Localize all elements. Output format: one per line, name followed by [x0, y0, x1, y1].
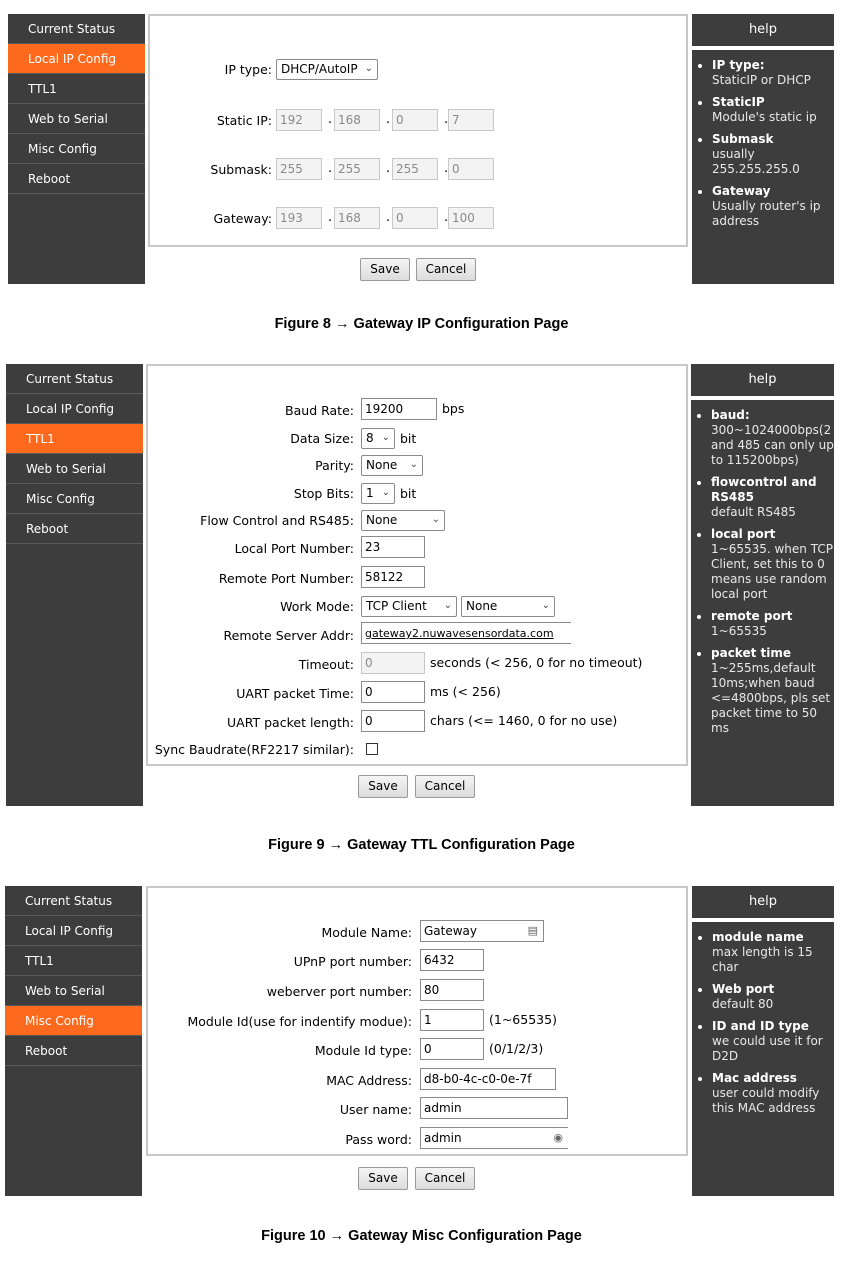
help-item — [712, 982, 834, 1012]
dot-separator: . — [328, 161, 333, 176]
static-ip-octet-2[interactable]: 168 — [334, 109, 380, 131]
work-mode-select[interactable] — [361, 596, 457, 617]
work-mode-secondary-select[interactable] — [461, 596, 555, 617]
nav-ttl1[interactable]: TTL1 — [8, 74, 145, 104]
timeout-label: Timeout: — [298, 657, 354, 672]
flow-control-select[interactable] — [361, 510, 445, 531]
static-ip-octet-3[interactable]: 0 — [392, 109, 438, 131]
gateway-octet-1[interactable]: 193 — [276, 207, 322, 229]
nav-reboot[interactable]: Reboot — [8, 164, 145, 194]
fig10-form-panel — [146, 886, 688, 1156]
gateway-octet-4[interactable]: 100 — [448, 207, 494, 229]
module-id-type-range: (0/1/2/3) — [489, 1041, 544, 1056]
mac-address-label: MAC Address: — [326, 1073, 412, 1088]
fig10-caption: Figure 10 → Gateway Misc Configuration Page — [261, 1228, 582, 1244]
work-mode-label: Work Mode: — [280, 599, 354, 614]
nav-ttl1[interactable]: TTL1 — [6, 424, 143, 454]
remote-server-label: Remote Server Addr: — [223, 628, 354, 643]
help-item — [712, 1071, 834, 1116]
static-ip-octet-1[interactable]: 192 — [276, 109, 322, 131]
help-item — [711, 609, 834, 639]
work-mode-value: TCP Client — [366, 599, 427, 613]
nav-local-ip-config[interactable]: Local IP Config — [5, 916, 142, 946]
module-id-input[interactable]: 1 — [420, 1009, 484, 1031]
password-value: admin — [424, 1131, 462, 1145]
help-item-title: • local port — [711, 527, 776, 541]
dot-separator: . — [444, 161, 449, 176]
submask-octet-1[interactable]: 255 — [276, 158, 322, 180]
webserver-port-input[interactable]: 80 — [420, 979, 484, 1001]
chevron-down-icon: ⌄ — [364, 63, 373, 74]
help-item-title: • Web port — [712, 982, 775, 996]
help-item-desc: 1~255ms,default 10ms;when baud <=4800bps, pls set packet time to 50 ms — [711, 661, 831, 735]
parity-label: Parity: — [315, 458, 354, 473]
nav-local-ip-config[interactable]: Local IP Config — [6, 394, 143, 424]
uart-length-unit: chars (<= 1460, 0 for no use) — [430, 713, 618, 728]
help-title: help — [692, 14, 834, 50]
remote-server-value: gateway2.nuwavesensordata.com — [365, 627, 554, 640]
dot-separator: . — [444, 112, 449, 127]
nav-misc-config[interactable]: Misc Config — [8, 134, 145, 164]
fig9-form-panel — [146, 364, 688, 766]
upnp-port-label: UPnP port number: — [293, 954, 412, 969]
data-size-label: Data Size: — [290, 431, 354, 446]
stop-bits-label: Stop Bits: — [293, 486, 354, 501]
help-item — [711, 408, 834, 468]
nav-reboot[interactable]: Reboot — [6, 514, 143, 544]
help-item-desc: StaticIP or DHCP — [712, 73, 811, 87]
nav-local-ip-config[interactable]: Local IP Config — [8, 44, 145, 74]
keyboard-icon: ▤ — [527, 924, 538, 937]
fig9-help-panel — [691, 364, 834, 806]
help-item-title: • remote port — [711, 609, 793, 623]
fig8-form-panel — [148, 14, 688, 247]
dot-separator: . — [386, 112, 391, 127]
help-item — [712, 132, 834, 177]
help-item — [712, 184, 834, 229]
fig8-caption: Figure 8 → Gateway IP Configuration Page — [274, 316, 569, 332]
nav-current-status[interactable]: Current Status — [5, 886, 142, 916]
chevron-down-icon: ⌄ — [381, 487, 390, 498]
nav-ttl1[interactable]: TTL1 — [5, 946, 142, 976]
remote-port-label: Remote Port Number: — [218, 571, 354, 586]
uart-time-input[interactable]: 0 — [361, 681, 425, 703]
timeout-input[interactable]: 0 — [361, 652, 425, 674]
help-item-title: • module name — [712, 930, 804, 944]
user-name-label: User name: — [339, 1102, 412, 1117]
gateway-octet-2[interactable]: 168 — [334, 207, 380, 229]
dot-separator: . — [328, 112, 333, 127]
help-item — [712, 58, 834, 88]
flow-control-label: Flow Control and RS485: — [200, 513, 354, 528]
ip-type-label: IP type: — [224, 62, 272, 77]
help-item-desc: 300~1024000bps(2 and 485 can only up to 115200bps) — [711, 423, 834, 467]
chevron-down-icon: ⌄ — [409, 459, 418, 470]
nav-current-status[interactable]: Current Status — [6, 364, 143, 394]
static-ip-octet-4[interactable]: 7 — [448, 109, 494, 131]
baud-unit: bps — [442, 401, 465, 416]
help-item-title: • baud: — [711, 408, 750, 422]
help-list — [692, 50, 834, 229]
fig8-help-panel — [692, 14, 834, 284]
help-item-title: • Mac address — [712, 1071, 797, 1085]
help-item — [711, 475, 834, 520]
eye-icon: ◉ — [553, 1131, 563, 1144]
dot-separator: . — [386, 161, 391, 176]
timeout-unit: seconds (< 256, 0 for no timeout) — [430, 655, 643, 670]
uart-length-input[interactable]: 0 — [361, 710, 425, 732]
help-item-desc: max length is 15 char — [712, 945, 813, 974]
remote-port-input[interactable]: 58122 — [361, 566, 425, 588]
uart-length-label: UART packet length: — [227, 715, 354, 730]
help-item — [711, 527, 834, 602]
fig10-cancel-button[interactable]: Cancel — [415, 1167, 475, 1190]
nav-web-to-serial[interactable]: Web to Serial — [8, 104, 145, 134]
help-item-desc: 1~65535. when TCP Client, set this to 0 means use random local port — [711, 542, 833, 601]
module-id-type-label: Module Id type: — [314, 1043, 412, 1058]
sync-baudrate-label: Sync Baudrate(RF2217 similar): — [154, 742, 354, 757]
help-title: help — [691, 364, 834, 400]
dot-separator: . — [444, 210, 449, 225]
ip-type-value: DHCP/AutoIP — [281, 62, 358, 76]
help-item-title: • Gateway — [712, 184, 771, 198]
nav-reboot[interactable]: Reboot — [5, 1036, 142, 1066]
webserver-port-label: weberver port number: — [266, 984, 412, 999]
help-item-desc: default 80 — [712, 997, 774, 1011]
chevron-down-icon: ⌄ — [443, 600, 452, 611]
nav-misc-config[interactable]: Misc Config — [6, 484, 143, 514]
module-name-input[interactable] — [420, 920, 544, 942]
help-item — [712, 1019, 834, 1064]
baud-rate-label: Baud Rate: — [285, 403, 354, 418]
work-mode-secondary-value: None — [466, 599, 498, 613]
fig8-sidebar — [8, 14, 145, 284]
module-name-label: Module Name: — [321, 925, 412, 940]
chevron-down-icon: ⌄ — [431, 514, 440, 525]
help-item — [711, 646, 834, 736]
password-input[interactable] — [420, 1127, 568, 1149]
submask-label: Submask: — [210, 162, 272, 177]
fig10-sidebar — [5, 886, 142, 1196]
ip-type-select[interactable] — [276, 59, 378, 80]
baud-rate-input[interactable]: 19200 — [361, 398, 437, 420]
fig9-save-button[interactable]: Save — [358, 775, 408, 798]
uart-time-label: UART packet Time: — [236, 686, 354, 701]
sync-baudrate-checkbox[interactable] — [366, 743, 378, 755]
user-name-input[interactable]: admin — [420, 1097, 568, 1119]
module-id-label: Module Id(use for indentify modue): — [187, 1014, 412, 1029]
help-item-title: • StaticIP — [712, 95, 765, 109]
password-label: Pass word: — [345, 1132, 412, 1147]
data-size-select[interactable] — [361, 428, 395, 449]
help-item — [712, 95, 834, 125]
help-item-desc: Usually router's ip address — [712, 199, 821, 228]
upnp-port-input[interactable]: 6432 — [420, 949, 484, 971]
fig8-save-button[interactable]: Save — [360, 258, 410, 281]
submask-octet-2[interactable]: 255 — [334, 158, 380, 180]
stop-bits-select[interactable] — [361, 483, 395, 504]
nav-misc-config[interactable]: Misc Config — [5, 1006, 142, 1036]
nav-current-status[interactable]: Current Status — [8, 14, 145, 44]
help-item-title: • flowcontrol and RS485 — [711, 475, 817, 504]
dot-separator: . — [386, 210, 391, 225]
parity-select[interactable] — [361, 455, 423, 476]
fig8-cancel-button[interactable]: Cancel — [416, 258, 476, 281]
help-item-title: • IP type: — [712, 58, 765, 72]
local-port-label: Local Port Number: — [234, 541, 354, 556]
help-item-desc: Module's static ip — [712, 110, 817, 124]
uart-time-unit: ms (< 256) — [430, 684, 501, 699]
module-name-value: Gateway — [424, 924, 478, 938]
flow-control-value: None — [366, 513, 398, 527]
gateway-label: Gateway: — [213, 211, 272, 226]
submask-octet-3[interactable]: 255 — [392, 158, 438, 180]
dot-separator: . — [328, 210, 333, 225]
help-item-desc: default RS485 — [711, 505, 796, 519]
mac-address-input[interactable]: d8-b0-4c-c0-0e-7f — [420, 1068, 556, 1090]
static-ip-label: Static IP: — [216, 113, 272, 128]
help-item — [712, 930, 834, 975]
help-item-desc: user could modify this MAC address — [712, 1086, 820, 1115]
data-size-unit: bit — [400, 431, 417, 446]
help-item-title: • ID and ID type — [712, 1019, 809, 1033]
nav-web-to-serial[interactable]: Web to Serial — [6, 454, 143, 484]
help-item-desc: usually 255.255.255.0 — [712, 147, 800, 176]
fig9-sidebar — [6, 364, 143, 806]
submask-octet-4[interactable]: 0 — [448, 158, 494, 180]
help-list — [691, 400, 834, 736]
help-title: help — [692, 886, 834, 922]
stop-bits-unit: bit — [400, 486, 417, 501]
module-id-type-input[interactable]: 0 — [420, 1038, 484, 1060]
nav-web-to-serial[interactable]: Web to Serial — [5, 976, 142, 1006]
help-list — [692, 922, 834, 1116]
fig10-save-button[interactable]: Save — [358, 1167, 408, 1190]
stop-bits-value: 1 — [366, 486, 374, 500]
help-item-title: • Submask — [712, 132, 774, 146]
remote-server-input[interactable] — [361, 622, 571, 644]
chevron-down-icon: ⌄ — [381, 432, 390, 443]
fig10-help-panel — [692, 886, 834, 1196]
gateway-octet-3[interactable]: 0 — [392, 207, 438, 229]
help-item-desc: we could use it for D2D — [712, 1034, 823, 1063]
data-size-value: 8 — [366, 431, 374, 445]
help-item-desc: 1~65535 — [711, 624, 767, 638]
parity-value: None — [366, 458, 398, 472]
local-port-input[interactable]: 23 — [361, 536, 425, 558]
fig9-cancel-button[interactable]: Cancel — [415, 775, 475, 798]
fig9-caption: Figure 9 → Gateway TTL Configuration Page — [268, 837, 575, 853]
chevron-down-icon: ⌄ — [541, 600, 550, 611]
help-item-title: • packet time — [711, 646, 792, 660]
module-id-range: (1~65535) — [489, 1012, 557, 1027]
